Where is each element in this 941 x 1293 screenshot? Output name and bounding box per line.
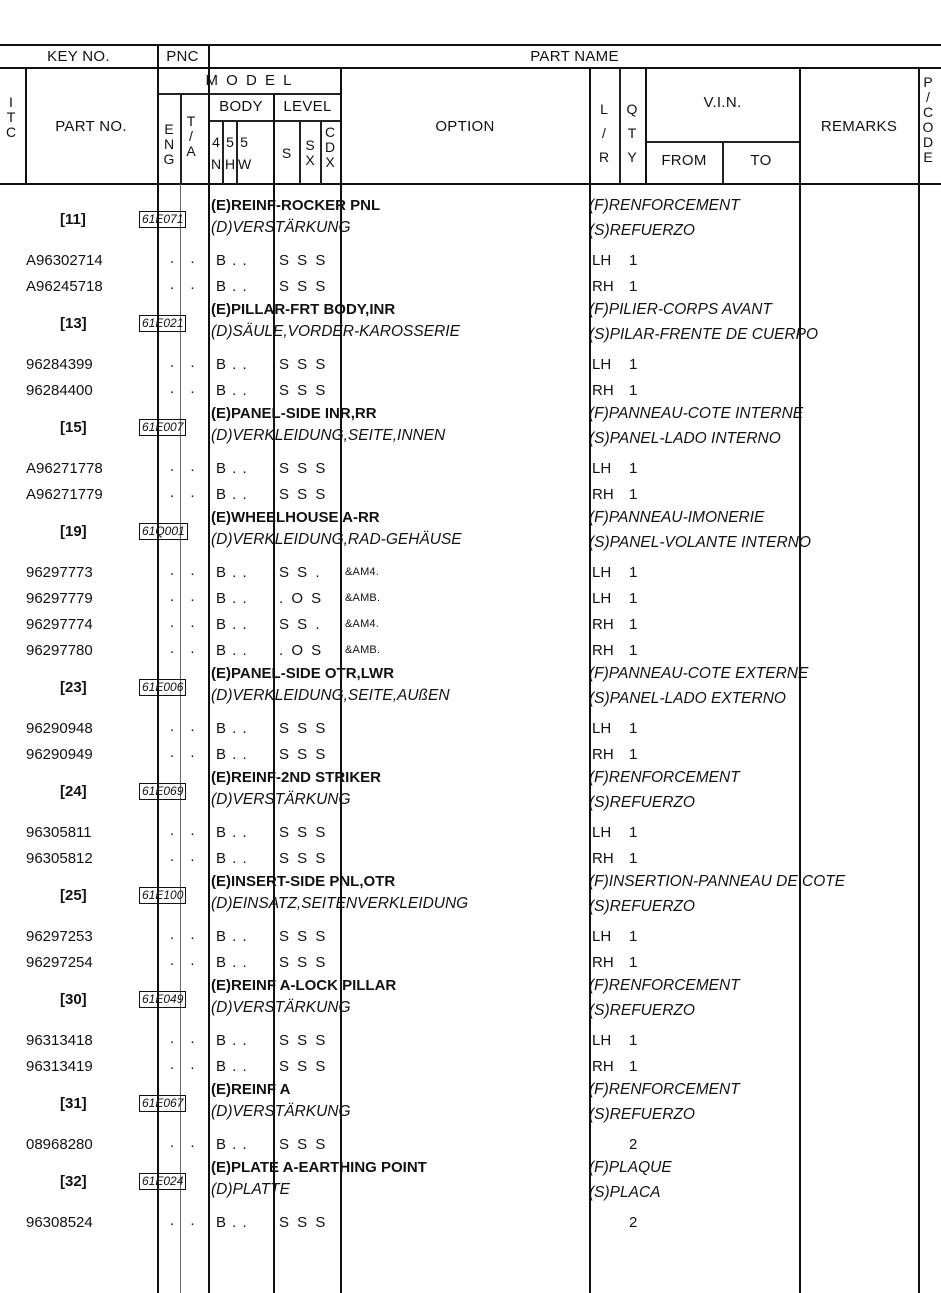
part-name-es: (S)REFUERZO	[589, 222, 695, 239]
pnc-code: 61E067	[139, 1095, 186, 1112]
level-marks: S S S	[279, 746, 328, 763]
itc-letter: I	[9, 94, 13, 110]
quantity: 1	[629, 382, 638, 399]
body-col-letter: 5	[226, 134, 234, 150]
option-code: &AM4.	[345, 618, 380, 630]
body-col-letter: 4	[212, 134, 220, 150]
eng-ta-marks: . .	[170, 822, 201, 839]
eng-ta-marks: . .	[170, 1056, 201, 1073]
eng-ta-marks: . .	[170, 276, 201, 293]
part-name-en: (E)INSERT-SIDE PNL,OTR	[211, 873, 396, 890]
pnc-code: 61E021	[139, 315, 186, 332]
body-col-header	[224, 131, 236, 175]
group-row	[0, 872, 941, 924]
part-name-es: (S)PLACA	[589, 1184, 661, 1201]
part-name-de: (D)VERSTÄRKUNG	[211, 1103, 351, 1120]
part-name-de: (D)VERKLEIDUNG,RAD-GEHÄUSE	[211, 531, 462, 548]
eng-ta-marks: . .	[170, 744, 201, 761]
pcode-letter: C	[922, 104, 934, 120]
group-row	[0, 300, 941, 352]
part-row	[0, 248, 941, 274]
body-marks: B . .	[216, 486, 248, 503]
key-number: [30]	[60, 991, 87, 1008]
eng-ta-marks: . .	[170, 1030, 201, 1047]
part-name-en: (E)REINF A-LOCK PILLAR	[211, 977, 397, 994]
part-name-en: (E)PILLAR-FRT BODY,INR	[211, 301, 396, 318]
lr-side: LH	[592, 928, 612, 945]
part-name-fr: (F)RENFORCEMENT	[589, 769, 740, 786]
group-row	[0, 976, 941, 1028]
eng-ta-marks: . .	[170, 718, 201, 735]
lr-side: RH	[592, 642, 614, 659]
part-row	[0, 1028, 941, 1054]
part-row	[0, 1210, 941, 1236]
lr-side: LH	[592, 252, 612, 269]
part-row	[0, 1132, 941, 1158]
body-marks: B . .	[216, 564, 248, 581]
eng-ta-marks: . .	[170, 380, 201, 397]
qty-letter: Q	[626, 101, 638, 117]
lr-side: RH	[592, 486, 614, 503]
sx-letter: X	[305, 152, 315, 168]
eng-ta-marks: . .	[170, 614, 201, 631]
level-marks: S S .	[279, 616, 322, 633]
level-marks: S S S	[279, 460, 328, 477]
part-row	[0, 456, 941, 482]
eng-ta-marks: . .	[170, 458, 201, 475]
level-marks: S S S	[279, 850, 328, 867]
part-name-en: (E)WHEELHOUSE A-RR	[211, 509, 380, 526]
key-number: [24]	[60, 783, 87, 800]
lr-side: LH	[592, 460, 612, 477]
quantity: 1	[629, 564, 638, 581]
body-marks: B . .	[216, 278, 248, 295]
lr-side: RH	[592, 954, 614, 971]
quantity: 1	[629, 252, 638, 269]
level-marks: S S S	[279, 928, 328, 945]
part-number: 96290949	[26, 746, 93, 763]
quantity: 1	[629, 1032, 638, 1049]
part-name-es: (S)PANEL-LADO EXTERNO	[589, 690, 786, 707]
part-name-fr: (F)PANNEAU-IMONERIE	[589, 509, 765, 526]
quantity: 1	[629, 616, 638, 633]
part-name-de: (D)VERSTÄRKUNG	[211, 791, 351, 808]
part-row	[0, 378, 941, 404]
key-number: [23]	[60, 679, 87, 696]
body-marks: B . .	[216, 356, 248, 373]
group-row	[0, 1158, 941, 1210]
part-name-es: (S)PANEL-LADO INTERNO	[589, 430, 781, 447]
eng-ta-marks: . .	[170, 250, 201, 267]
eng-divider	[180, 94, 182, 184]
quantity: 1	[629, 824, 638, 841]
part-row	[0, 560, 941, 586]
body-col-letter: H	[224, 156, 236, 172]
part-number: 96297253	[26, 928, 93, 945]
part-name-fr: (F)RENFORCEMENT	[589, 197, 740, 214]
level-marks: S S S	[279, 382, 328, 399]
quantity: 1	[629, 928, 638, 945]
level-marks: . O S	[279, 590, 324, 607]
qty-left-divider	[619, 68, 621, 184]
quantity: 1	[629, 460, 638, 477]
level-marks: S S S	[279, 1032, 328, 1049]
level-marks: S S S	[279, 954, 328, 971]
lr-side: RH	[592, 382, 614, 399]
quantity: 1	[629, 850, 638, 867]
part-row	[0, 482, 941, 508]
pcode-letter: D	[922, 134, 934, 150]
lr-side: LH	[592, 824, 612, 841]
quantity: 1	[629, 746, 638, 763]
part-name-en: (E)REINF-ROCKER PNL	[211, 197, 381, 214]
ta-letter: A	[186, 143, 196, 159]
header-from: FROM	[661, 152, 707, 169]
group-row	[0, 768, 941, 820]
header-remarks: REMARKS	[820, 118, 898, 135]
part-row	[0, 950, 941, 976]
part-name-fr: (F)RENFORCEMENT	[589, 977, 740, 994]
lr-side: RH	[592, 616, 614, 633]
header-sx	[304, 138, 316, 168]
body-marks: B . .	[216, 1214, 248, 1231]
level-marks: S S S	[279, 1058, 328, 1075]
part-row	[0, 846, 941, 872]
body-marks: B . .	[216, 746, 248, 763]
part-name-en: (E)PANEL-SIDE INR,RR	[211, 405, 377, 422]
eng-ta-marks: . .	[170, 562, 201, 579]
body-marks: B . .	[216, 252, 248, 269]
quantity: 2	[629, 1136, 638, 1153]
header-ta	[185, 114, 197, 159]
header-part-name: PART NAME	[530, 48, 619, 65]
group-row	[0, 1080, 941, 1132]
part-name-de: (D)PLATTE	[211, 1181, 290, 1198]
eng-letter: G	[163, 151, 175, 167]
part-name-fr: (F)PANNEAU-COTE INTERNE	[589, 405, 804, 422]
part-row	[0, 820, 941, 846]
part-name-fr: (F)INSERTION-PANNEAU DE COTE	[589, 873, 846, 890]
pcode-letter: P	[923, 74, 933, 90]
lr-side: RH	[592, 278, 614, 295]
level-marks: S S S	[279, 252, 328, 269]
ta-letter: /	[189, 128, 193, 144]
part-name-en: (E)REINF-2ND STRIKER	[211, 769, 382, 786]
part-number: 96284400	[26, 382, 93, 399]
quantity: 1	[629, 486, 638, 503]
option-code: &AMB.	[345, 644, 381, 656]
header-level: LEVEL	[283, 98, 332, 115]
option-code: &AMB.	[345, 592, 381, 604]
level-marks: S S S	[279, 278, 328, 295]
header-key-no: KEY NO.	[47, 48, 110, 65]
lr-side: LH	[592, 356, 612, 373]
level-marks: S S S	[279, 356, 328, 373]
body-marks: B . .	[216, 460, 248, 477]
header-qty	[626, 97, 638, 169]
lr-side: RH	[592, 850, 614, 867]
part-number: 96308524	[26, 1214, 93, 1231]
pnc-code: 61E100	[139, 887, 186, 904]
body-col-header	[210, 131, 222, 175]
part-number: 08968280	[26, 1136, 93, 1153]
part-number: 96297780	[26, 642, 93, 659]
body-col-letter: 5	[240, 134, 248, 150]
part-name-es: (S)REFUERZO	[589, 794, 695, 811]
eng-ta-marks: . .	[170, 354, 201, 371]
part-name-es: (S)PANEL-VOLANTE INTERNO	[589, 534, 811, 551]
header-itc	[5, 95, 17, 140]
header-pcode	[922, 75, 934, 165]
qty-letter: T	[627, 125, 637, 141]
key-number: [15]	[60, 419, 87, 436]
header-s-col: S	[281, 145, 292, 161]
eng-ta-marks: . .	[170, 952, 201, 969]
group-row	[0, 664, 941, 716]
part-number: 96290948	[26, 720, 93, 737]
part-number: A96271778	[26, 460, 103, 477]
eng-letter: E	[164, 121, 174, 137]
body-col-letter: N	[210, 156, 222, 172]
key-number: [31]	[60, 1095, 87, 1112]
part-name-es: (S)REFUERZO	[589, 1106, 695, 1123]
part-name-en: (E)PANEL-SIDE OTR,LWR	[211, 665, 395, 682]
eng-ta-marks: . .	[170, 484, 201, 501]
cdx-letter: D	[324, 139, 336, 155]
pcode-letter: O	[922, 119, 934, 135]
lr-side: LH	[592, 590, 612, 607]
part-number: 96297254	[26, 954, 93, 971]
key-number: [19]	[60, 523, 87, 540]
body-marks: B . .	[216, 850, 248, 867]
body-marks: B . .	[216, 382, 248, 399]
eng-ta-marks: . .	[170, 1212, 201, 1229]
body-marks: B . .	[216, 1032, 248, 1049]
key-number: [25]	[60, 887, 87, 904]
eng-ta-marks: . .	[170, 848, 201, 865]
level-col-div-2	[320, 121, 322, 184]
part-number: 96313418	[26, 1032, 93, 1049]
part-row	[0, 742, 941, 768]
pnc-code: 61E071	[139, 211, 186, 228]
level-marks: S S S	[279, 1136, 328, 1153]
part-number: 96313419	[26, 1058, 93, 1075]
header-top-rule	[0, 44, 941, 46]
body-marks: B . .	[216, 1058, 248, 1075]
lr-side: RH	[592, 746, 614, 763]
header-eng	[163, 122, 175, 167]
part-row	[0, 1054, 941, 1080]
itc-letter: T	[6, 109, 16, 125]
group-row	[0, 508, 941, 560]
sx-letter: S	[305, 137, 315, 153]
part-name-fr: (F)PLAQUE	[589, 1159, 672, 1176]
quantity: 1	[629, 642, 638, 659]
part-name-de: (D)SÄULE,VORDER-KAROSSERIE	[211, 323, 460, 340]
group-row	[0, 404, 941, 456]
option-code: &AM4.	[345, 566, 380, 578]
key-number: [32]	[60, 1173, 87, 1190]
group-row	[0, 196, 941, 248]
quantity: 1	[629, 278, 638, 295]
pnc-code: 61E006	[139, 679, 186, 696]
ta-letter: T	[186, 113, 196, 129]
part-number: 96284399	[26, 356, 93, 373]
part-number: 96297773	[26, 564, 93, 581]
part-row	[0, 924, 941, 950]
key-number: [11]	[60, 211, 86, 228]
part-row	[0, 274, 941, 300]
part-name-de: (D)EINSATZ,SEITENVERKLEIDUNG	[211, 895, 469, 912]
quantity: 1	[629, 720, 638, 737]
level-marks: S S S	[279, 486, 328, 503]
pnc-code: 61Q001	[139, 523, 188, 540]
pnc-code: 61E024	[139, 1173, 186, 1190]
level-marks: . O S	[279, 642, 324, 659]
body-col-header	[238, 131, 250, 175]
eng-letter: N	[163, 136, 175, 152]
body-marks: B . .	[216, 824, 248, 841]
level-marks: S S .	[279, 564, 322, 581]
part-name-fr: (F)PANNEAU-COTE EXTERNE	[589, 665, 809, 682]
pnc-code: 61E069	[139, 783, 186, 800]
lr-side: RH	[592, 1058, 614, 1075]
header-option: OPTION	[435, 118, 495, 135]
level-marks: S S S	[279, 1214, 328, 1231]
cdx-letter: C	[324, 124, 336, 140]
part-number: A96302714	[26, 252, 103, 269]
part-row	[0, 638, 941, 664]
part-number: 96297779	[26, 590, 93, 607]
part-name-de: (D)VERKLEIDUNG,SEITE,INNEN	[211, 427, 446, 444]
header-vin: V.I.N.	[703, 94, 742, 111]
cdx-letter: X	[325, 154, 335, 170]
model-rule	[157, 93, 342, 95]
part-name-de: (D)VERSTÄRKUNG	[211, 219, 351, 236]
eng-ta-marks: . .	[170, 640, 201, 657]
header-cdx	[324, 125, 336, 170]
pcode-letter: /	[926, 89, 930, 105]
itc-letter: C	[5, 124, 17, 140]
part-name-fr: (F)RENFORCEMENT	[589, 1081, 740, 1098]
level-col-div-1	[299, 121, 301, 184]
part-row	[0, 716, 941, 742]
part-number: 96305812	[26, 850, 93, 867]
body-marks: B . .	[216, 642, 248, 659]
body-col-letter: W	[238, 156, 252, 172]
header-part-no: PART NO.	[55, 118, 127, 135]
part-name-es: (S)REFUERZO	[589, 898, 695, 915]
eng-ta-marks: . .	[170, 926, 201, 943]
body-marks: B . .	[216, 1136, 248, 1153]
part-name-es: (S)REFUERZO	[589, 1002, 695, 1019]
level-marks: S S S	[279, 824, 328, 841]
level-marks: S S S	[279, 720, 328, 737]
body-marks: B . .	[216, 954, 248, 971]
eng-ta-marks: . .	[170, 588, 201, 605]
lr-letter: R	[598, 149, 610, 165]
quantity: 1	[629, 954, 638, 971]
header-model: M O D E L	[205, 72, 294, 89]
header-body: BODY	[219, 98, 263, 115]
quantity: 1	[629, 1058, 638, 1075]
lr-side: LH	[592, 720, 612, 737]
part-row	[0, 586, 941, 612]
lr-letter: /	[602, 125, 606, 141]
lr-side: LH	[592, 564, 612, 581]
eng-ta-marks: . .	[170, 1134, 201, 1151]
part-number: A96245718	[26, 278, 103, 295]
pnc-code: 61E049	[139, 991, 186, 1008]
part-name-en: (E)REINF A	[211, 1081, 291, 1098]
lr-side: LH	[592, 1032, 612, 1049]
body-marks: B . .	[216, 590, 248, 607]
header-lr	[598, 97, 610, 169]
quantity: 1	[629, 356, 638, 373]
part-name-de: (D)VERSTÄRKUNG	[211, 999, 351, 1016]
part-name-es: (S)PILAR-FRENTE DE CUERPO	[589, 326, 819, 343]
qty-letter: Y	[627, 149, 637, 165]
part-name-fr: (F)PILIER-CORPS AVANT	[589, 301, 772, 318]
part-name-en: (E)PLATE A-EARTHING POINT	[211, 1159, 427, 1176]
pnc-code: 61E007	[139, 419, 186, 436]
body-marks: B . .	[216, 616, 248, 633]
part-number: 96297774	[26, 616, 93, 633]
lr-letter: L	[600, 101, 608, 117]
pcode-letter: E	[923, 149, 933, 165]
part-number: 96305811	[26, 824, 92, 841]
quantity: 2	[629, 1214, 638, 1231]
part-row	[0, 352, 941, 378]
body-marks: B . .	[216, 720, 248, 737]
header-to: TO	[750, 152, 772, 169]
key-number: [13]	[60, 315, 87, 332]
body-marks: B . .	[216, 928, 248, 945]
part-row	[0, 612, 941, 638]
part-name-de: (D)VERKLEIDUNG,SEITE,AUßEN	[211, 687, 450, 704]
part-number: A96271779	[26, 486, 103, 503]
header-pnc: PNC	[166, 48, 199, 65]
quantity: 1	[629, 590, 638, 607]
